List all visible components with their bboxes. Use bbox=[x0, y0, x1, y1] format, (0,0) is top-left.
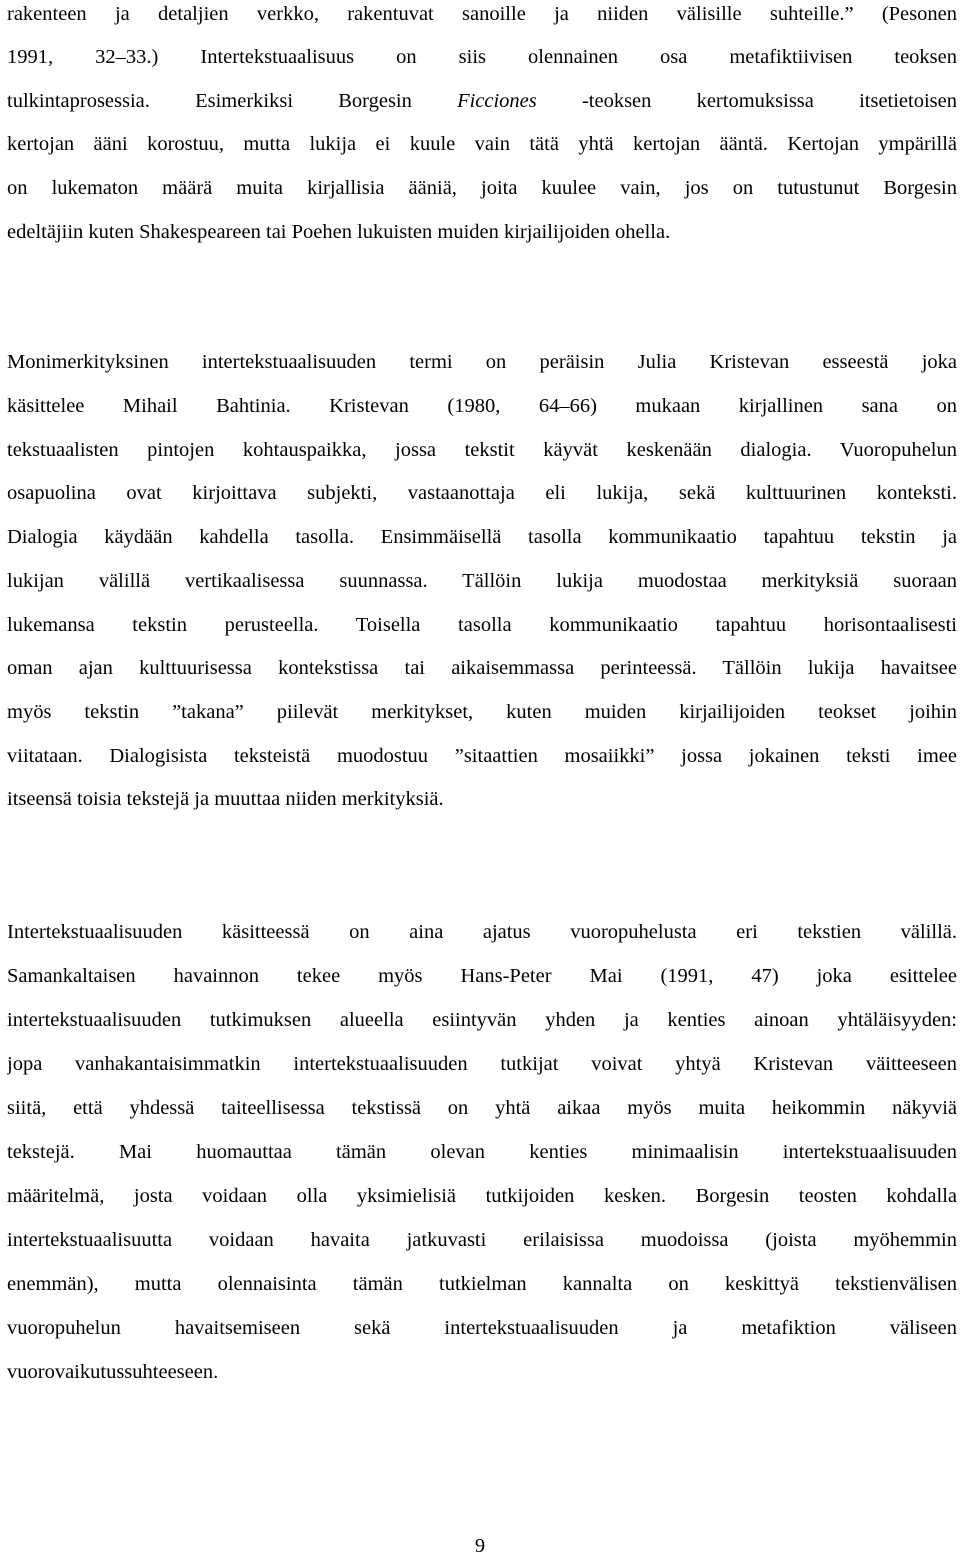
text-line: viitataan. Dialogisista teksteistä muodostuu ”sitaattien mosaiikki” jossa jokainen teksti imee bbox=[7, 745, 957, 767]
text-line: lukijan välillä vertikaalisessa suunnassa. Tällöin lukija muodostaa merkityksiä suoraan bbox=[7, 570, 957, 592]
page-number: 9 bbox=[474, 1535, 486, 1557]
text-line: tekstuaalisten pintojen kohtauspaikka, jossa tekstit käyvät keskenään dialogia. Vuoropuhelun bbox=[7, 439, 957, 461]
text-line: myös tekstin ”takana” piilevät merkitykset, kuten muiden kirjailijoiden teokset joihin bbox=[7, 701, 957, 723]
text-line: Samankaltaisen havainnon tekee myös Hans-Peter Mai (1991, 47) joka esittelee bbox=[7, 965, 957, 987]
text-line: kertojan ääni korostuu, mutta lukija ei kuule vain tätä yhtä kertojan ääntä. Kertojan ympärillä bbox=[7, 133, 957, 155]
text-line: itseensä toisia tekstejä ja muuttaa niiden merkityksiä. bbox=[7, 788, 444, 810]
book-title: Ficciones bbox=[457, 90, 537, 112]
text-line: käsittelee Mihail Bahtinia. Kristevan (1980, 64–66) mukaan kirjallinen sana on bbox=[7, 395, 957, 417]
text-line: vuorovaikutussuhteeseen. bbox=[7, 1361, 219, 1383]
text-line: tekstejä. Mai huomauttaa tämän olevan kenties minimaalisin intertekstuaalisuuden bbox=[7, 1141, 957, 1163]
text-line: oman ajan kulttuurisessa kontekstissa tai aikaisemmassa perinteessä. Tällöin lukija havaitsee bbox=[7, 657, 957, 679]
text-line: siitä, että yhdessä taiteellisessa tekstissä on yhtä aikaa myös muita heikommin näkyviä bbox=[7, 1097, 957, 1119]
text-line: intertekstuaalisuutta voidaan havaita jatkuvasti erilaisissa muodoissa (joista myöhemmin bbox=[7, 1229, 957, 1251]
text-segment: -teoksen kertomuksissa itsetietoisen bbox=[536, 90, 957, 112]
text-line: Monimerkityksinen intertekstuaalisuuden termi on peräisin Julia Kristevan esseestä joka bbox=[7, 351, 957, 373]
text-line: edeltäjiin kuten Shakespeareen tai Poehen lukuisten muiden kirjailijoiden ohella. bbox=[7, 221, 671, 243]
text-line: intertekstuaalisuuden tutkimuksen alueella esiintyvän yhden ja kenties ainoan yhtäläisyyden: bbox=[7, 1009, 957, 1031]
text-line: rakenteen ja detaljien verkko, rakentuvat sanoille ja niiden välisille suhteille.” (Pesonen bbox=[7, 3, 957, 25]
text-line: vuoropuhelun havaitsemiseen sekä intertekstuaalisuuden ja metafiktion väliseen bbox=[7, 1317, 957, 1339]
text-line: määritelmä, josta voidaan olla yksimielisiä tutkijoiden kesken. Borgesin teosten kohdalla bbox=[7, 1185, 957, 1207]
text-segment: tulkintaprosessia. Esimerkiksi Borgesin bbox=[7, 90, 458, 112]
text-line: Dialogia käydään kahdella tasolla. Ensimmäisellä tasolla kommunikaatio tapahtuu tekstin ja bbox=[7, 526, 957, 548]
text-line bbox=[7, 87, 957, 115]
text-line: Intertekstuaalisuuden käsitteessä on aina ajatus vuoropuhelusta eri tekstien välillä. bbox=[7, 921, 957, 943]
text-line: lukemansa tekstin perusteella. Toisella tasolla kommunikaatio tapahtuu horisontaalisesti bbox=[7, 614, 957, 636]
text-line: jopa vanhakantaisimmatkin intertekstuaalisuuden tutkijat voivat yhtyä Kristevan väitteeseen bbox=[7, 1053, 957, 1075]
text-line: osapuolina ovat kirjoittava subjekti, vastaanottaja eli lukija, sekä kulttuurinen konteksti. bbox=[7, 482, 957, 504]
text-line: enemmän), mutta olennaisinta tämän tutkielman kannalta on keskittyä tekstienvälisen bbox=[7, 1273, 957, 1295]
text-line: on lukematon määrä muita kirjallisia ääniä, joita kuulee vain, jos on tutustunut Borgesin bbox=[7, 177, 957, 199]
text-line: 1991, 32–33.) Intertekstuaalisuus on siis olennainen osa metafiktiivisen teoksen bbox=[7, 46, 957, 68]
